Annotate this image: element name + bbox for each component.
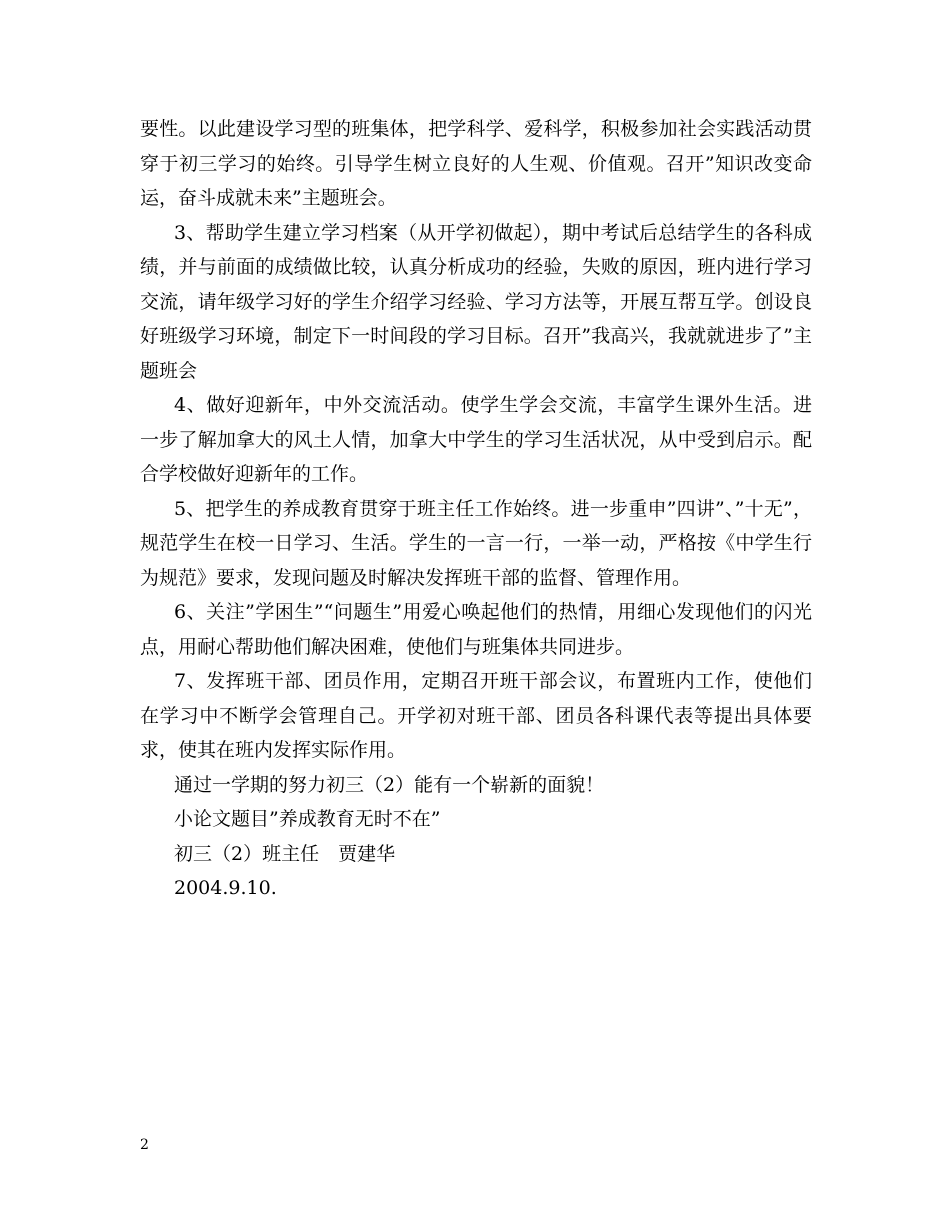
paragraph-item-6: 6、关注”学困生”“问题生”用爱心唤起他们的热情，用细心发现他们的闪光点，用耐心帮助他们解决困难，使他们与班集体共同进步。 bbox=[140, 601, 812, 658]
paragraph-continuation: 要性。以此建设学习型的班集体，把学科学、爱科学，积极参加社会实践活动贯穿于初三学习的始终。引导学生树立良好的人生观、价值观。召开”知识改变命运，奋斗成就未来”主题班会。 bbox=[140, 118, 812, 209]
document-body bbox=[140, 112, 812, 906]
paragraph-item-5: 5、把学生的养成教育贯穿于班主任工作始终。进一步重申”四讲”、”十无”，规范学生在校一日学习、生活。学生的一言一行，一举一动，严格按《中学生行为规范》要求，发现问题及时解决发挥班干部的监督、管理作用。 bbox=[140, 497, 812, 589]
paragraph-item-4: 4、做好迎新年，中外交流活动。使学生学会交流，丰富学生课外生活。进一步了解加拿大的风土人情，加拿大中学生的学习生活状况，从中受到启示。配合学校做好迎新年的工作。 bbox=[140, 394, 812, 485]
document-date: 2004.9.10. bbox=[174, 877, 277, 899]
page-number: 2 bbox=[140, 1137, 149, 1153]
closing-line: 通过一学期的努力初三（2）能有一个崭新的面貌！ bbox=[174, 773, 605, 796]
signature: 初三（2）班主任 贾建华 bbox=[174, 842, 396, 865]
essay-title: 小论文题目”养成教育无时不在” bbox=[174, 808, 441, 830]
paragraph-item-7: 7、发挥班干部、团员作用，定期召开班干部会议，布置班内工作，使他们在学习中不断学会管理自己。开学初对班干部、团员各科课代表等提出具体要求，使其在班内发挥实际作用。 bbox=[140, 670, 812, 761]
paragraph-item-3: 3、帮助学生建立学习档案（从开学初做起），期中考试后总结学生的各科成绩，并与前面的成绩做比较，认真分析成功的经验，失败的原因，班内进行学习交流，请年级学习好的学生介绍学习经验、学习方法等，开展互帮互学。创设良好班级学习环境，制定下一时间段的学习目标。召开”我高兴，我就就进步了”主题班会 bbox=[140, 221, 812, 382]
